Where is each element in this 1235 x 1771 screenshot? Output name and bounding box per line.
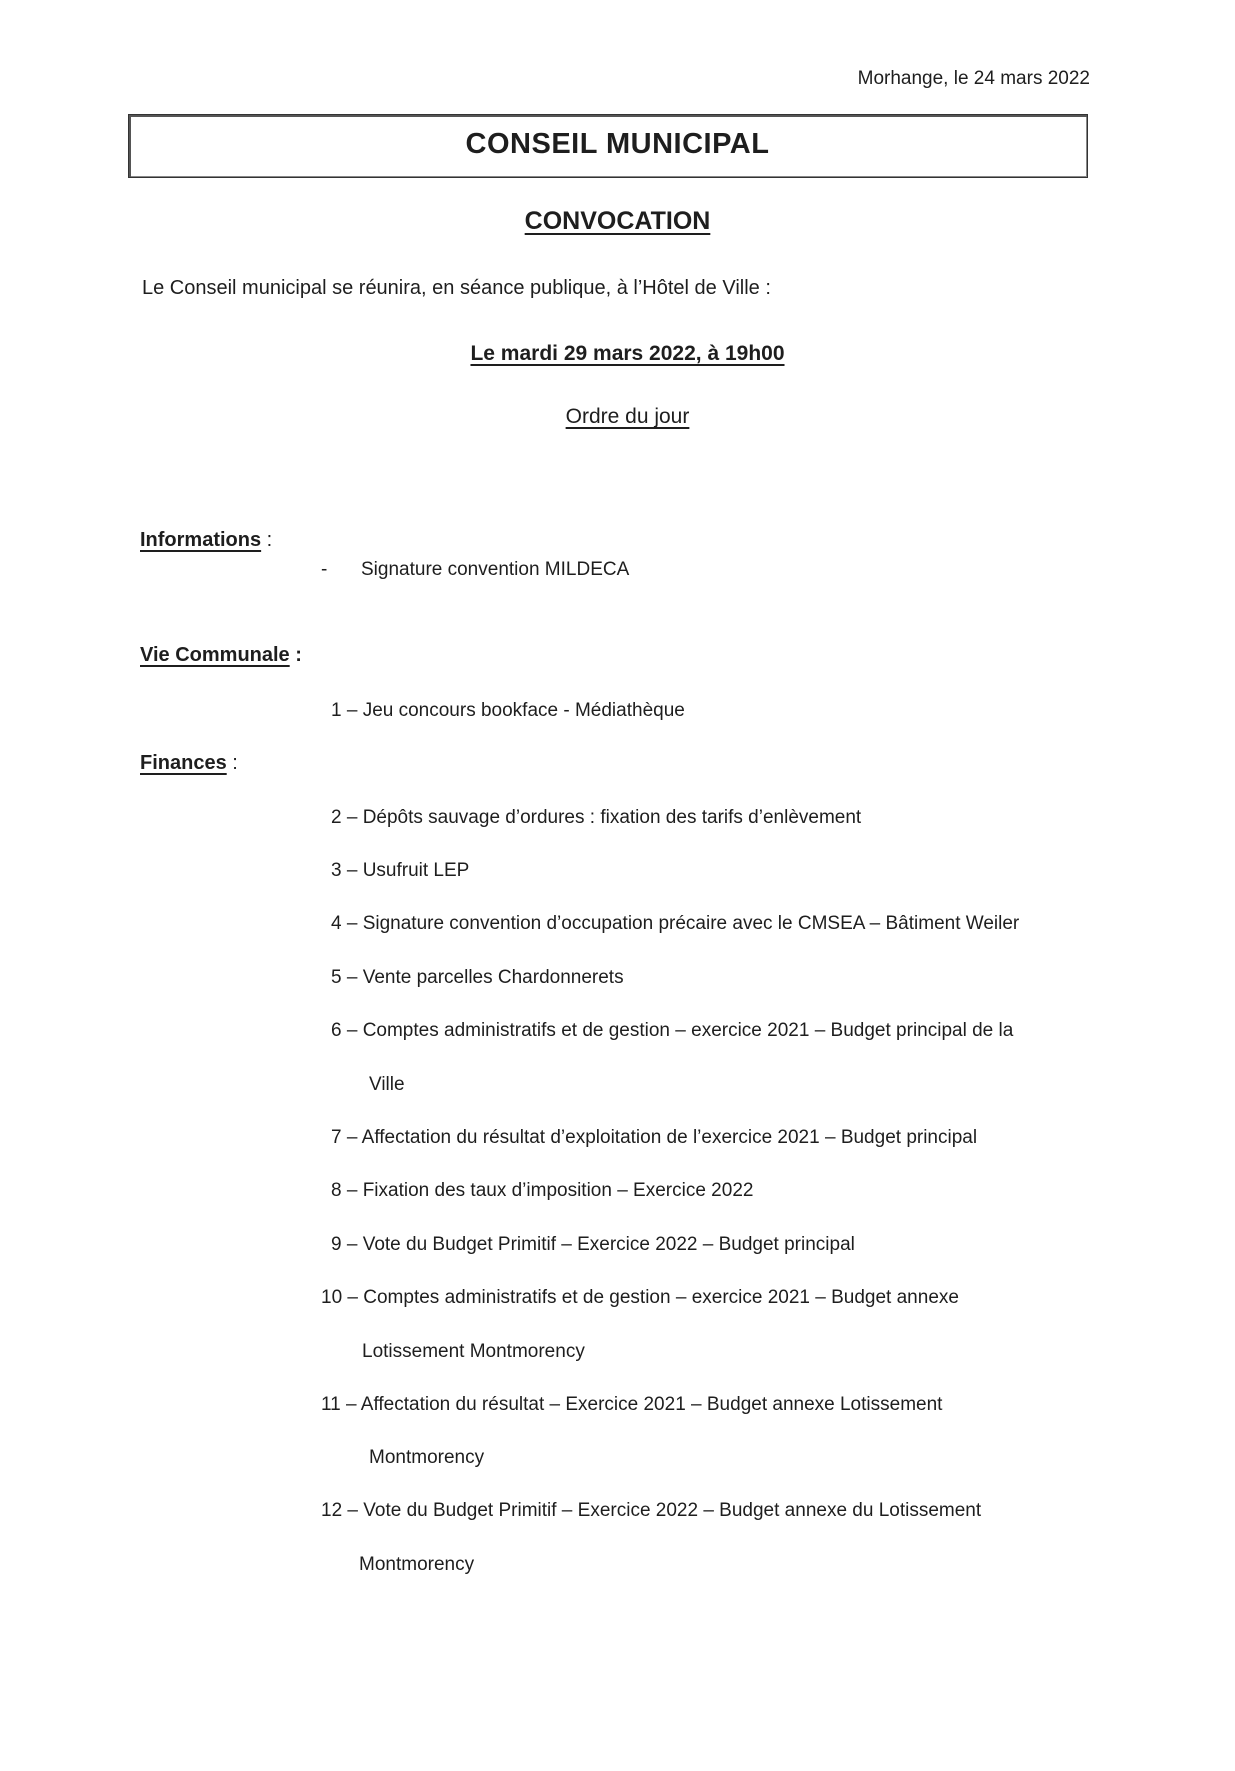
agenda-title-label: Ordre du jour [565, 405, 690, 428]
agenda-item: 3 – Usufruit LEP [331, 860, 470, 881]
section-finances [140, 752, 238, 775]
section-heading-label: Finances [140, 752, 227, 774]
info-item-text: Signature convention MILDECA [361, 559, 630, 580]
agenda-item-continuation: Montmorency [369, 1447, 485, 1468]
agenda-item: 5 – Vente parcelles Chardonnerets [331, 967, 624, 988]
agenda-item: 8 – Fixation des taux d’imposition – Exercice 2022 [331, 1180, 754, 1201]
agenda-item: 1 – Jeu concours bookface - Médiathèque [331, 700, 685, 721]
bullet-dash: - [321, 559, 328, 580]
section-heading-suffix: : [226, 752, 238, 774]
agenda-item-continuation: Lotissement Montmorency [362, 1341, 585, 1362]
agenda-title [0, 405, 1235, 429]
agenda-item: 10 – Comptes administratifs et de gestion – exercice 2021 – Budget annexe [321, 1287, 959, 1308]
info-item [321, 559, 629, 581]
convocation-heading [0, 207, 1235, 236]
convocation-label: CONVOCATION [524, 207, 711, 235]
meeting-date-label: Le mardi 29 mars 2022, à 19h00 [470, 342, 785, 365]
page-title: CONSEIL MUNICIPAL [465, 128, 770, 160]
section-heading-suffix: : [289, 644, 302, 666]
section-heading-suffix: : [261, 529, 273, 551]
section-heading-label: Informations [140, 529, 262, 551]
intro-text: Le Conseil municipal se réunira, en séance publique, à l’Hôtel de Ville : [142, 277, 771, 299]
agenda-item: 7 – Affectation du résultat d’exploitation de l’exercice 2021 – Budget principal [331, 1127, 978, 1148]
agenda-item: 6 – Comptes administratifs et de gestion – exercice 2021 – Budget principal de la [331, 1020, 1014, 1041]
agenda-item: 2 – Dépôts sauvage d’ordures : fixation des tarifs d’enlèvement [331, 807, 862, 828]
agenda-item-continuation: Ville [369, 1074, 405, 1095]
section-heading-label: Vie Communale [140, 644, 290, 666]
section-vie-communale [140, 644, 302, 667]
section-informations [140, 529, 272, 552]
agenda-item: 11 – Affectation du résultat – Exercice 2021 – Budget annexe Lotissement [321, 1394, 943, 1415]
agenda-item: 12 – Vote du Budget Primitif – Exercice 2022 – Budget annexe du Lotissement [321, 1500, 982, 1521]
agenda-item-continuation: Montmorency [359, 1554, 475, 1575]
place-date: Morhange, le 24 mars 2022 [857, 68, 1090, 89]
meeting-date [0, 342, 1235, 366]
agenda-item: 9 – Vote du Budget Primitif – Exercice 2022 – Budget principal [331, 1234, 855, 1255]
agenda-item: 4 – Signature convention d’occupation précaire avec le CMSEA – Bâtiment Weiler [331, 913, 1020, 934]
